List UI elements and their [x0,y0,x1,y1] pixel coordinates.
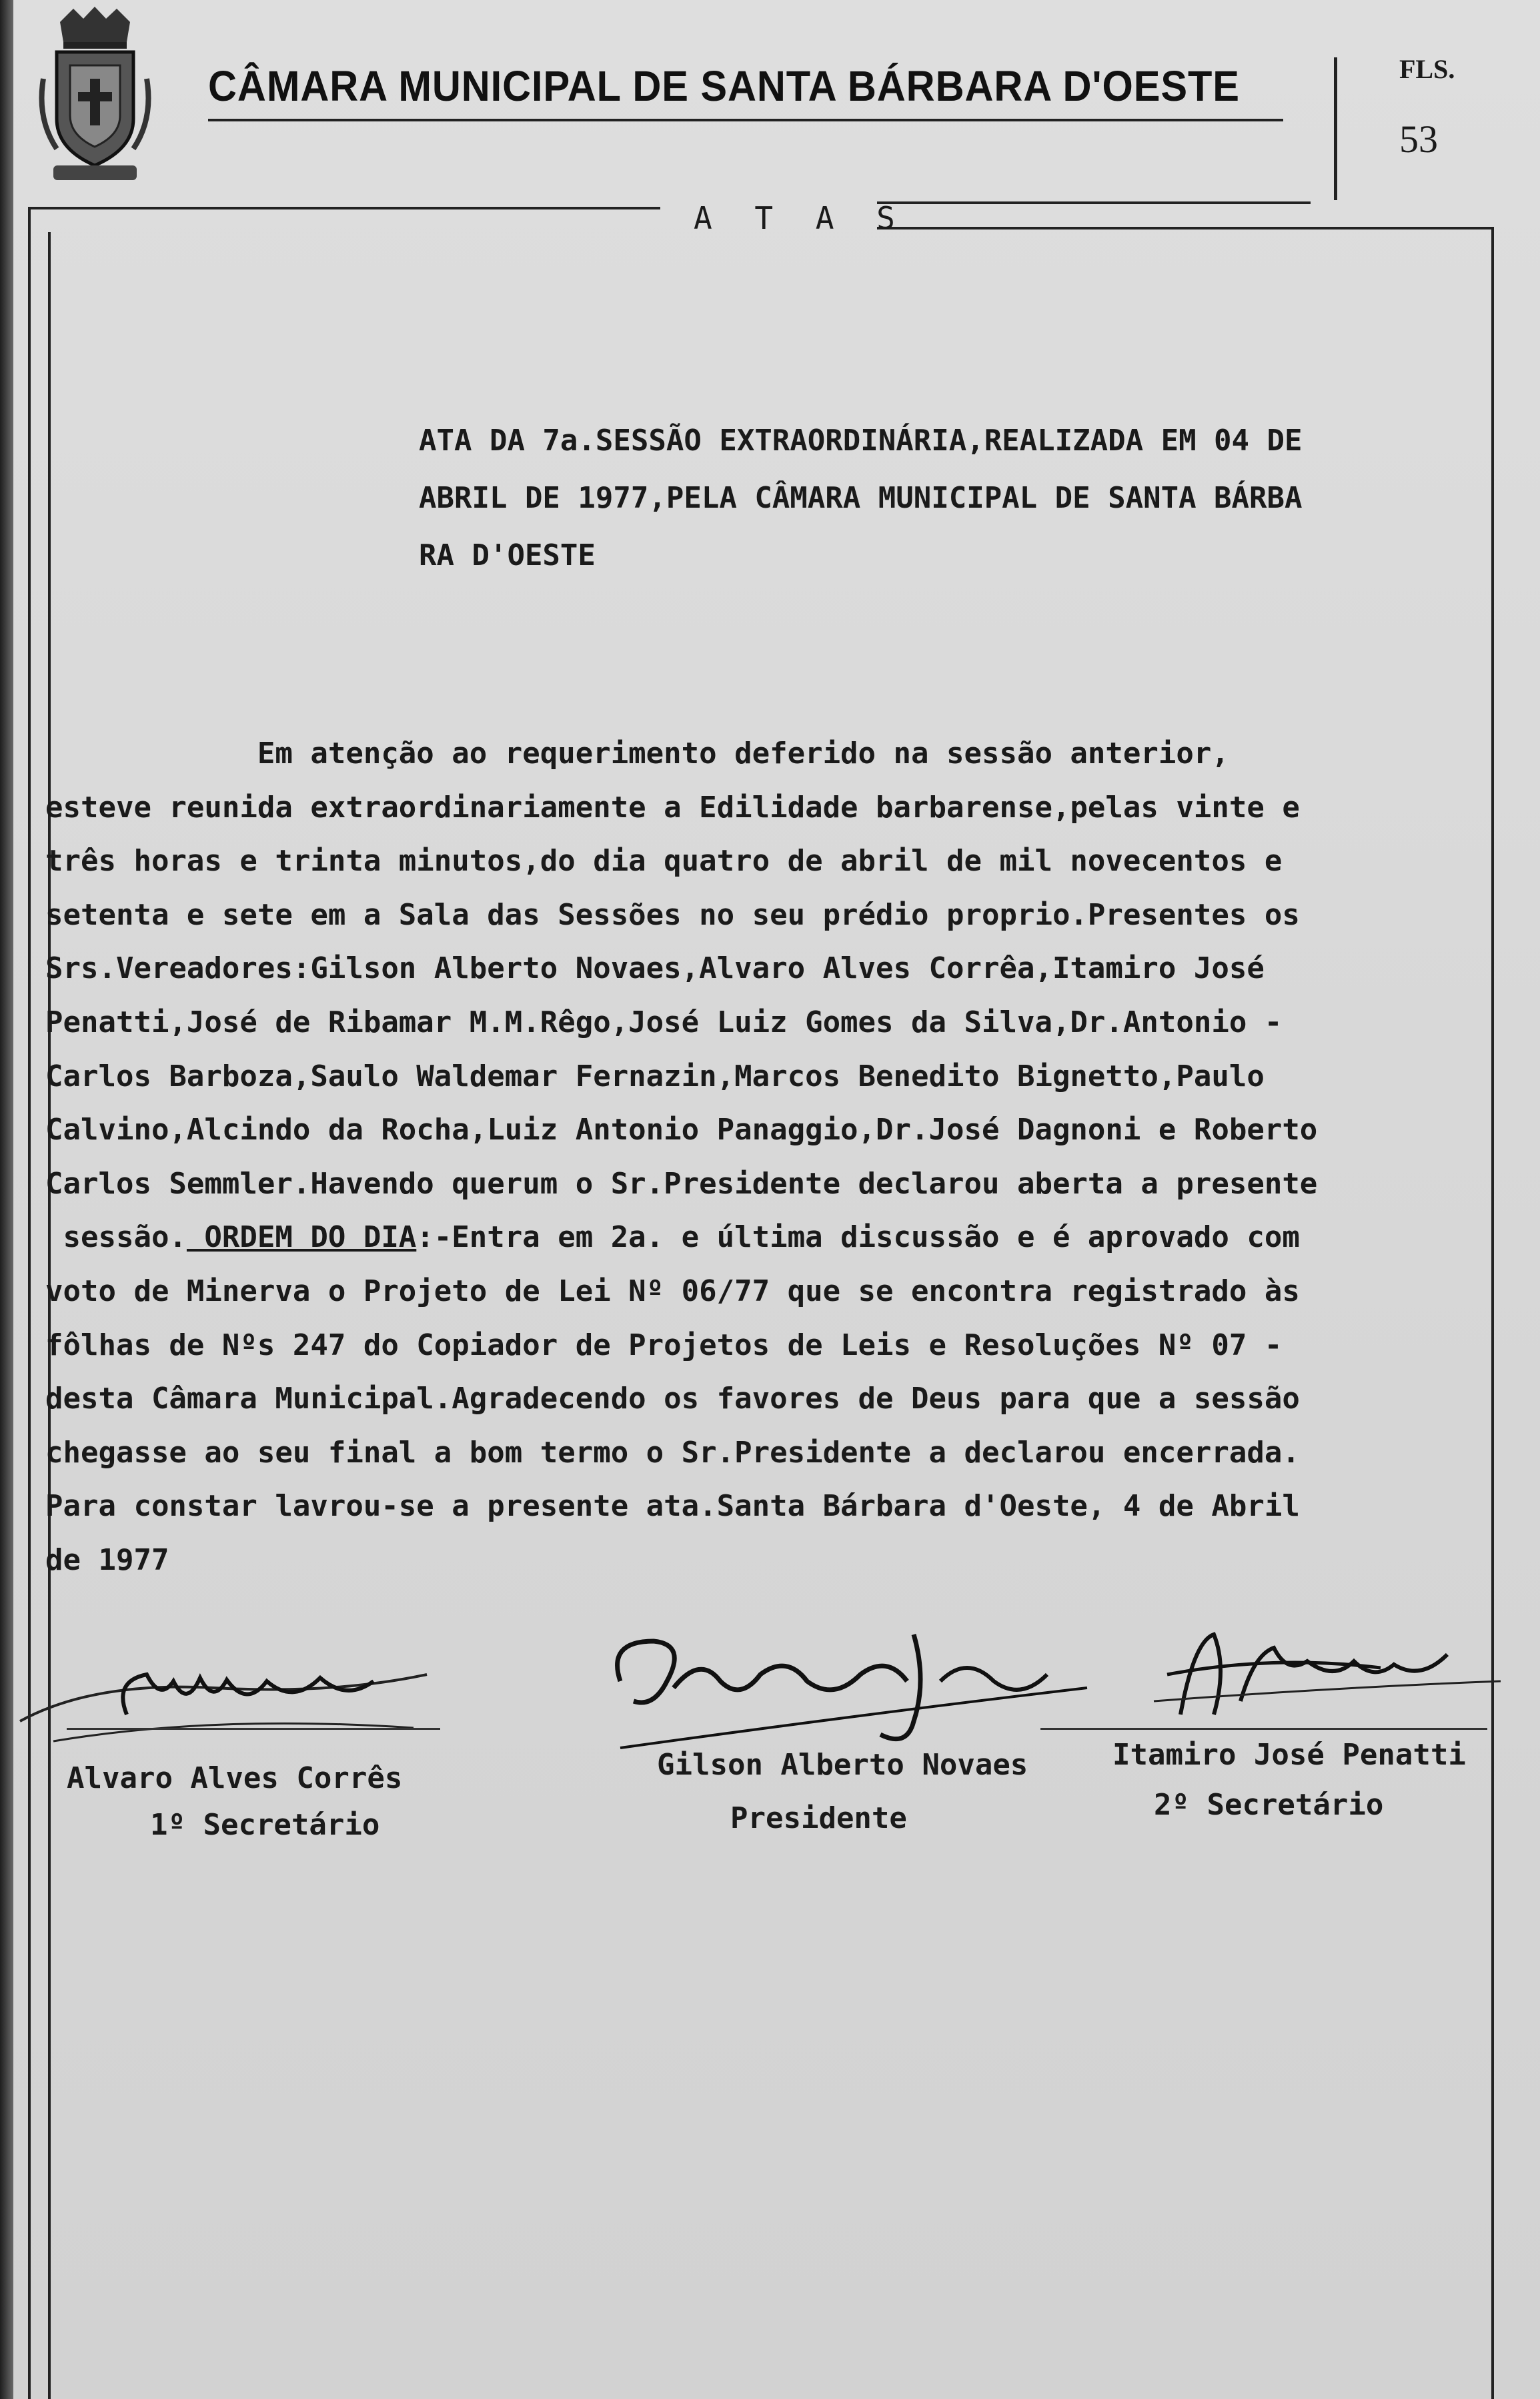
folio-number: 53 [1399,117,1438,161]
section-label: A T A S [694,200,907,236]
session-title [419,412,1459,584]
body-line: Carlos Semmler.Havendo querum o Sr.Presidente declarou aberta a presente [45,1166,1318,1201]
order-of-day-heading: ORDEM DO DIA [186,1220,417,1255]
folio-label: FLS. [1399,54,1455,84]
signature-line [1040,1728,1487,1730]
body-line: desta Câmara Municipal.Agradecendo os favores de Deus para que a sessão [45,1382,1300,1416]
minutes-body [45,727,1499,1588]
body-line: setenta e sete em a Sala das Sessões no seu prédio proprio.Presentes os [45,897,1300,932]
signature-line [67,1728,440,1730]
municipal-crest-icon [37,5,153,189]
signatory-name: Itamiro José Penatti [1112,1738,1466,1772]
signature-secretary-1 [13,1641,440,1755]
body-line: :-Entra em 2a. e última discussão e é aprovado com [416,1220,1300,1255]
frame-rule [28,207,31,2399]
signatory-role: 2º Secretário [1154,1788,1384,1822]
frame-rule [28,207,660,209]
body-line: Calvino,Alcindo da Rocha,Luiz Antonio Panaggio,Dr.José Dagnoni e Roberto [45,1113,1318,1147]
body-line: Carlos Barboza,Saulo Waldemar Fernazin,Marcos Benedito Bignetto,Paulo [45,1059,1265,1093]
body-line: fôlhas de Nºs 247 do Copiador de Projetos de Leis e Resoluções Nº 07 - [45,1328,1283,1362]
frame-rule [877,227,1494,229]
scan-edge [0,0,13,2399]
signature-secretary-2 [1140,1614,1514,1728]
chamber-title: CÂMARA MUNICIPAL DE SANTA BÁRBARA D'OESTE [208,62,1240,110]
body-line: Para constar lavrou-se a presente ata.Santa Bárbara d'Oeste, 4 de Abril [45,1489,1300,1524]
title-line: ATA DA 7a.SESSÃO EXTRAORDINÁRIA,REALIZADA EM 04 DE [419,424,1303,458]
signatory-name: Gilson Alberto Novaes [657,1748,1028,1782]
signatory-role: 1º Secretário [150,1808,380,1842]
signature-president [594,1614,1100,1768]
body-line: Srs.Vereadores:Gilson Alberto Novaes,Alvaro Alves Corrêa,Itamiro José [45,951,1265,986]
body-line: Penatti,José de Ribamar M.M.Rêgo,José Luiz Gomes da Silva,Dr.Antonio - [45,1005,1283,1039]
body-line: voto de Minerva o Projeto de Lei Nº 06/77 que se encontra registrado às [45,1274,1300,1308]
title-line: ABRIL DE 1977,PELA CÂMARA MUNICIPAL DE SANTA BÁRBA [419,481,1303,515]
body-line: Em atenção ao requerimento deferido na sessão anterior, [45,737,1229,771]
body-line: sessão. [45,1220,187,1255]
body-line: de 1977 [45,1542,169,1577]
header-separator [1334,57,1337,200]
header-underline [208,119,1283,121]
signatory-name: Alvaro Alves Corrês [67,1761,403,1795]
body-line: esteve reunida extraordinariamente a Edilidade barbarense,pelas vinte e [45,790,1300,825]
frame-rule [877,201,1311,204]
body-line: chegasse ao seu final a bom termo o Sr.Presidente a declarou encerrada. [45,1435,1300,1470]
title-line: RA D'OESTE [419,538,596,572]
body-line: três horas e trinta minutos,do dia quatro de abril de mil novecentos e [45,844,1283,879]
signatory-role: Presidente [730,1801,907,1835]
